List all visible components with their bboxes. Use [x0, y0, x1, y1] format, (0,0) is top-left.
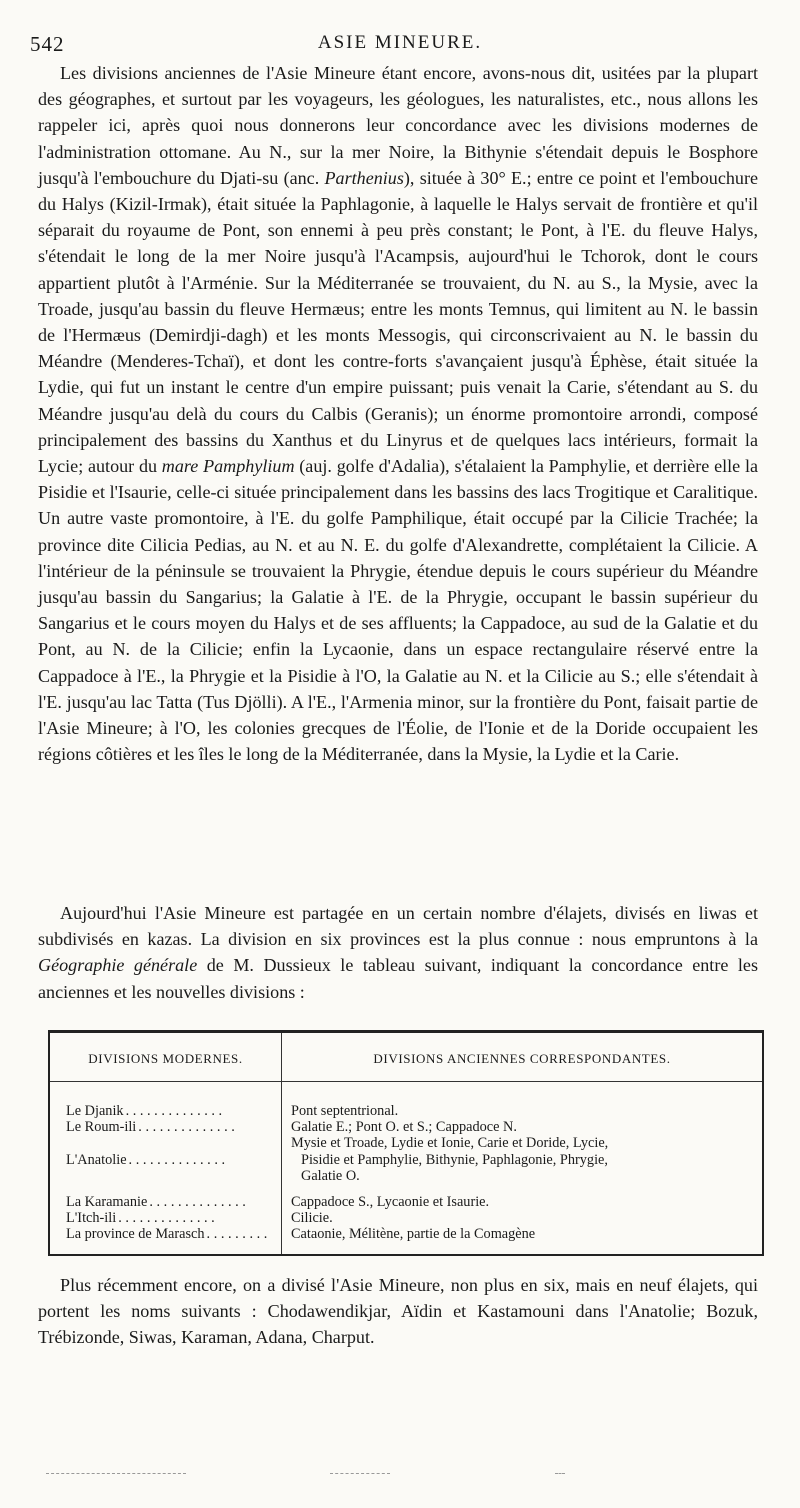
text-run: Aujourd'hui l'Asie Mineure est partagée en un certain nombre d'élajets, divisés en liwas et subdivisés en kazas. La division en six provinces est la plus connue : nous empruntons à la: [38, 903, 758, 950]
ancient-division-cell: [281, 1226, 762, 1242]
text-run: Les divisions anciennes de l'Asie Mineure étant encore, avons-nous dit, usitées par la plupart des géographes, et surtout par les voyageurs, les géologues, les naturalistes, etc., nous allons les rappeler ici, après quoi nous donnerons leur concordance avec les divisions modernes de l'administration ottomane. Au N., sur la mer Noire, la Bithynie s'étendait depuis le Bosphore jusqu'à l'embouchure du Djati-su (anc.: [38, 63, 758, 188]
header-ancient-divisions: DIVISIONS ANCIENNES CORRESPONDANTES.: [373, 1051, 671, 1066]
header-modern-divisions: DIVISIONS MODERNES.: [88, 1051, 243, 1066]
modern-division-name: Le Djanik: [66, 1103, 124, 1119]
text-run: (auj. golfe d'Adalia), s'étalaient la Pamphylie, et derrière elle la Pisidie et l'Isaurie, celle-ci située principalement dans les bassins des lacs Trogitique et Caralitique. Un autre vaste promontoire, à l'E. du golfe Pamphilique, était occupé par la Cilicie Trachée; la province dite Cilicia Pedias, au N. et au N. E. du golfe d'Alexandrette, complétaient la Cilicie. A l'intérieur de la péninsule se trouvaient la Phrygie, étendue depuis le cours supérieur du Méandre jusqu'au bassin du Sangarius; la Galatie à l'E. de la Phrygie, occupant le bassin supérieur du Sangarius et le cours moyen du Halys et de ses affluents; la Cappadoce, au sud de la Galatie et du Pont, au N. de la Cilicie; enfin la Lycaonie, dans un espace rectangulaire réservé entre la Cappadoce à l'E., la Phrygie et la Pisidie à l'O, la Galatie au N. et la Cilicie au S.; elle s'étendait à l'E. jusqu'au lac Tatta (Tus Djölli). A l'E., l'Armenia minor, sur la frontière du Pont, faisait partie de l'Asie Mineure; à l'O, les colonies grecques de l'Éolie, de l'Ionie et de la Doride occupaient les régions côtières et les îles le long de la Méditerranée, dans la Mysie, la Lydie et la Carie.: [38, 456, 758, 765]
ancient-division-line: Pisidie et Pamphylie, Bithynie, Paphlagonie, Phrygie,: [301, 1151, 608, 1168]
running-head: ASIE MINEURE.: [317, 32, 483, 53]
paragraph-ancient-divisions: [38, 60, 758, 767]
text-run: de M. Dussieux le tableau suivant, indiquant la concordance entre les anciennes et les nouvelles divisions :: [38, 955, 758, 1002]
page-number: 542: [30, 32, 65, 56]
modern-division-name: La Karamanie: [66, 1194, 148, 1211]
leader-dots: . . . . . . . . . . . . . .: [128, 1151, 226, 1168]
ancient-division-cell: [281, 1119, 762, 1135]
italic-book-title: Géographie générale: [38, 955, 198, 976]
modern-division-cell: [50, 1194, 281, 1210]
paragraph-text: [38, 60, 758, 767]
paragraph-text: Plus récemment encore, on a divisé l'Asie Mineure, non plus en six, mais en neuf élajets, qui portent les noms suivants : Chodawendikjar, Aïdin et Kastamouni dans l'Anatolie; Bozuk, Trébizonde, Siwas, Karaman, Adana, Charput.: [38, 1275, 758, 1348]
leader-dots: . . . . . . . . . . . . . .: [118, 1210, 215, 1227]
modern-division-cell: [50, 1103, 281, 1119]
ancient-division-line: Galatie E.; Pont O. et S.; Cappadoce N.: [291, 1119, 517, 1136]
ancient-division-line: Cilicie.: [291, 1210, 333, 1227]
modern-division-cell: [50, 1210, 281, 1226]
header-rule: [50, 1081, 762, 1082]
modern-division-cell: [50, 1119, 281, 1135]
ancient-division-line: Cappadoce S., Lycaonie et Isaurie.: [291, 1194, 490, 1211]
modern-division-name: La province de Marasch: [66, 1226, 205, 1243]
concordance-table: [48, 1030, 764, 1256]
leader-dots: . . . . . . . . .: [206, 1226, 268, 1243]
ancient-division-cell: [281, 1210, 762, 1226]
leader-dots: . . . . . . . . . . . . . .: [125, 1103, 223, 1119]
paragraph-text: [38, 900, 758, 1005]
table-row: [50, 1194, 762, 1210]
paragraph-modern-divisions: [38, 900, 758, 1005]
text-run: ), située à 30° E.; entre ce point et l'embouchure du Halys (Kizil-Irmak), était située la Paphlagonie, à laquelle le Halys servait de frontière et qu'il séparait du royaume de Pont, son ennemi à peu près constant; le Pont, à l'E. du fleuve Halys, s'étendait le long de la mer Noire jusqu'à l'Acampsis, aujourd'hui le Tchorok, dont le cours appartient plutôt à l'Arménie. Sur la Méditerranée se trouvaient, du N. au S., la Mysie, avec la Troade, jusqu'au bassin du fleuve Hermæus; entre les monts Temnus, qui limitent au N. le bassin de l'Hermæus (Demirdji-dagh) et les monts Messogis, qui circonscrivaient au N. le bassin du Méandre (Menderes-Tchaï), et dont les contre-forts s'avançaient jusqu'à Éphèse, était située la Lydie, qui fut un instant le centre d'un empire puissant; puis venait la Carie, s'étendant au S. du Méandre jusqu'au delà du cours du Calbis (Geranis); un énorme promontoire arrondi, composé principalement des bassins du Xanthus et du Linyrus et de quelques lacs intérieurs, formait la Lycie; autour du: [38, 167, 759, 477]
modern-division-cell: [50, 1226, 281, 1242]
ancient-division-cell: [281, 1194, 762, 1210]
ancient-division-cell: [281, 1103, 762, 1119]
paragraph-recent-divisions: [38, 1272, 758, 1351]
modern-division-name: L'Anatolie: [66, 1151, 127, 1168]
table-body: [50, 1103, 762, 1243]
ancient-division-line: Cataonie, Mélitène, partie de la Comagène: [291, 1226, 536, 1243]
footer-rule: [555, 1473, 565, 1474]
row-gap: [50, 1184, 762, 1194]
footer-rule: [330, 1473, 390, 1474]
table-row: [50, 1210, 762, 1226]
ancient-division-cell: [281, 1135, 762, 1184]
leader-dots: . . . . . . . . . . . . . .: [149, 1194, 246, 1211]
leader-dots: . . . . . . . . . . . . . .: [138, 1119, 235, 1136]
italic-term-parthenius: Parthenius: [324, 167, 404, 188]
italic-term-mare-pamphylium: mare Pamphylium: [161, 456, 295, 477]
table-row: [50, 1103, 762, 1119]
table-row: [50, 1119, 762, 1135]
footer-rule: [46, 1473, 186, 1474]
modern-division-name: L'Itch-ili: [66, 1210, 117, 1227]
modern-division-name: Le Roum-ili: [66, 1119, 137, 1136]
table-row: [50, 1226, 762, 1242]
ancient-division-line: Mysie et Troade, Lydie et Ionie, Carie et Doride, Lycie,: [291, 1135, 609, 1152]
ancient-division-line: Pont septentrional.: [291, 1103, 399, 1119]
ancient-division-line: Galatie O.: [301, 1167, 360, 1184]
table-row: [50, 1135, 762, 1184]
modern-division-cell: [50, 1135, 281, 1184]
